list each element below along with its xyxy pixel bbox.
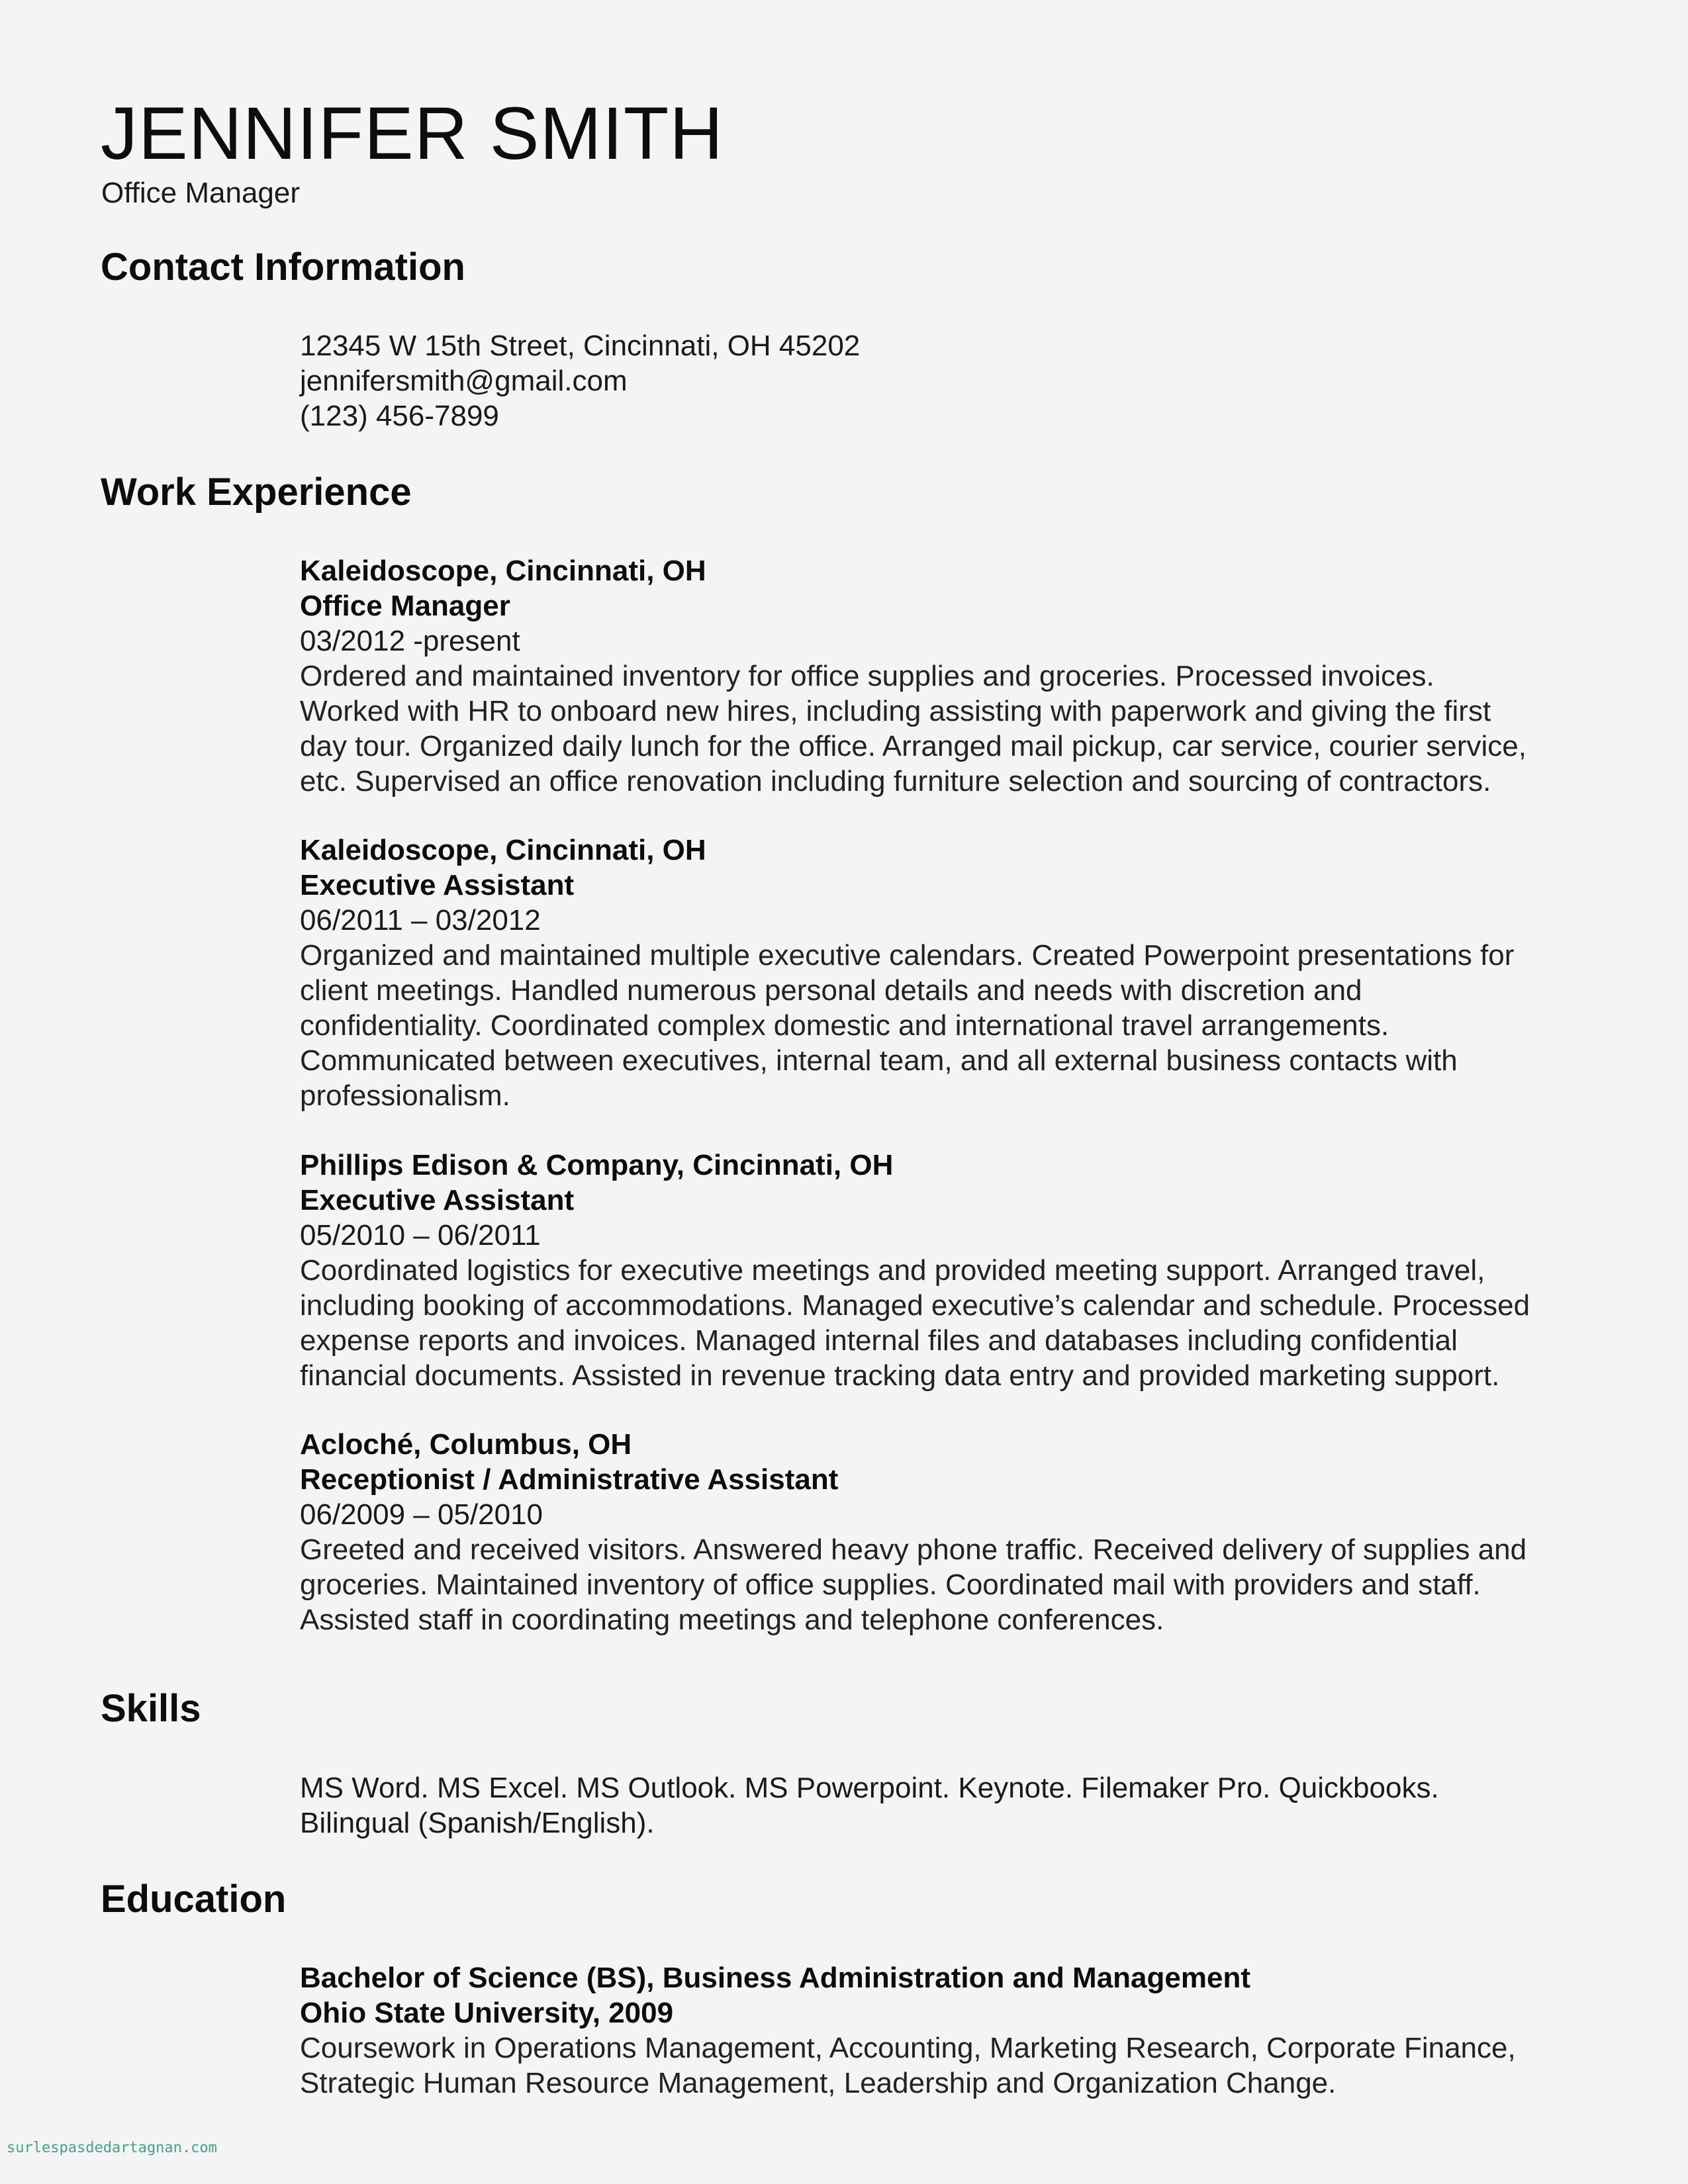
job-description-line: Coordinated logistics for executive meetings and provided meeting support. Arranged travel, (300, 1254, 1485, 1287)
job-description-line: Ordered and maintained inventory for office supplies and groceries. Processed invoices. (300, 660, 1434, 692)
education-school: Ohio State University, 2009 (300, 1997, 674, 2029)
candidate-name: JENNIFER SMITH (101, 92, 724, 175)
candidate-title: Office Manager (101, 177, 301, 209)
job-dates: 06/2009 – 05/2010 (300, 1498, 543, 1531)
job-company: Phillips Edison & Company, Cincinnati, OH (300, 1149, 894, 1181)
contact-email[interactable]: jennifersmith@gmail.com (300, 365, 628, 397)
watermark: surlespasdedartagnan.com (7, 2140, 217, 2156)
job-dates: 03/2012 -present (300, 625, 520, 657)
education-heading: Education (101, 1878, 287, 1921)
job-description-line: confidentiality. Coordinated complex domestic and international travel arrangements. (300, 1009, 1389, 1042)
work-experience-heading: Work Experience (101, 471, 412, 514)
job-description-line: etc. Supervised an office renovation including furniture selection and sourcing of contractors. (300, 765, 1491, 797)
job-role: Receptionist / Administrative Assistant (300, 1463, 839, 1496)
skills-line: Bilingual (Spanish/English). (300, 1807, 655, 1839)
education-block (300, 1960, 1597, 2101)
job-description-line: financial documents. Assisted in revenue tracking data entry and provided marketing support. (300, 1359, 1500, 1392)
job-description-line: Assisted staff in coordinating meetings and telephone conferences. (300, 1604, 1164, 1636)
job-entry (300, 1148, 1597, 1393)
job-description-line: Organized and maintained multiple executive calendars. Created Powerpoint presentations for (300, 939, 1515, 972)
job-dates: 06/2011 – 03/2012 (300, 904, 541, 936)
education-degree: Bachelor of Science (BS), Business Administration and Management (300, 1962, 1250, 1994)
job-description-line: professionalism. (300, 1079, 510, 1112)
education-coursework-line: Strategic Human Resource Management, Leadership and Organization Change. (300, 2067, 1336, 2099)
job-company: Acloché, Columbus, OH (300, 1428, 632, 1461)
job-company: Kaleidoscope, Cincinnati, OH (300, 555, 706, 587)
contact-phone: (123) 456-7899 (300, 400, 499, 432)
job-entry (300, 833, 1597, 1113)
skills-heading: Skills (101, 1687, 201, 1730)
job-description-line: expense reports and invoices. Managed internal files and databases including confidential (300, 1324, 1458, 1357)
job-description-line: client meetings. Handled numerous personal details and needs with discretion and (300, 974, 1362, 1007)
education-coursework-line: Coursework in Operations Management, Accounting, Marketing Research, Corporate Finance, (300, 2032, 1516, 2064)
contact-address: 12345 W 15th Street, Cincinnati, OH 45202 (300, 330, 861, 362)
job-company: Kaleidoscope, Cincinnati, OH (300, 834, 706, 866)
job-description-line: Greeted and received visitors. Answered heavy phone traffic. Received delivery of supplies and (300, 1533, 1527, 1566)
contact-heading: Contact Information (101, 246, 465, 289)
job-entry (300, 1427, 1597, 1637)
job-description-line: Communicated between executives, internal team, and all external business contacts with (300, 1044, 1458, 1077)
job-description-line: groceries. Maintained inventory of office supplies. Coordinated mail with providers and staff. (300, 1569, 1481, 1601)
skills-block (300, 1770, 1597, 1841)
job-role: Executive Assistant (300, 1184, 575, 1216)
skills-line: MS Word. MS Excel. MS Outlook. MS Powerpoint. Keynote. Filemaker Pro. Quickbooks. (300, 1772, 1439, 1804)
job-description-line: Worked with HR to onboard new hires, including assisting with paperwork and giving the first (300, 695, 1491, 727)
job-entry (300, 553, 1597, 799)
job-description-line: including booking of accommodations. Managed executive’s calendar and schedule. Processed (300, 1289, 1530, 1322)
job-dates: 05/2010 – 06/2011 (300, 1219, 541, 1251)
job-role: Office Manager (300, 590, 510, 622)
job-role: Executive Assistant (300, 869, 575, 901)
contact-block (300, 328, 1597, 433)
job-description-line: day tour. Organized daily lunch for the office. Arranged mail pickup, car service, courier service, (300, 730, 1526, 762)
